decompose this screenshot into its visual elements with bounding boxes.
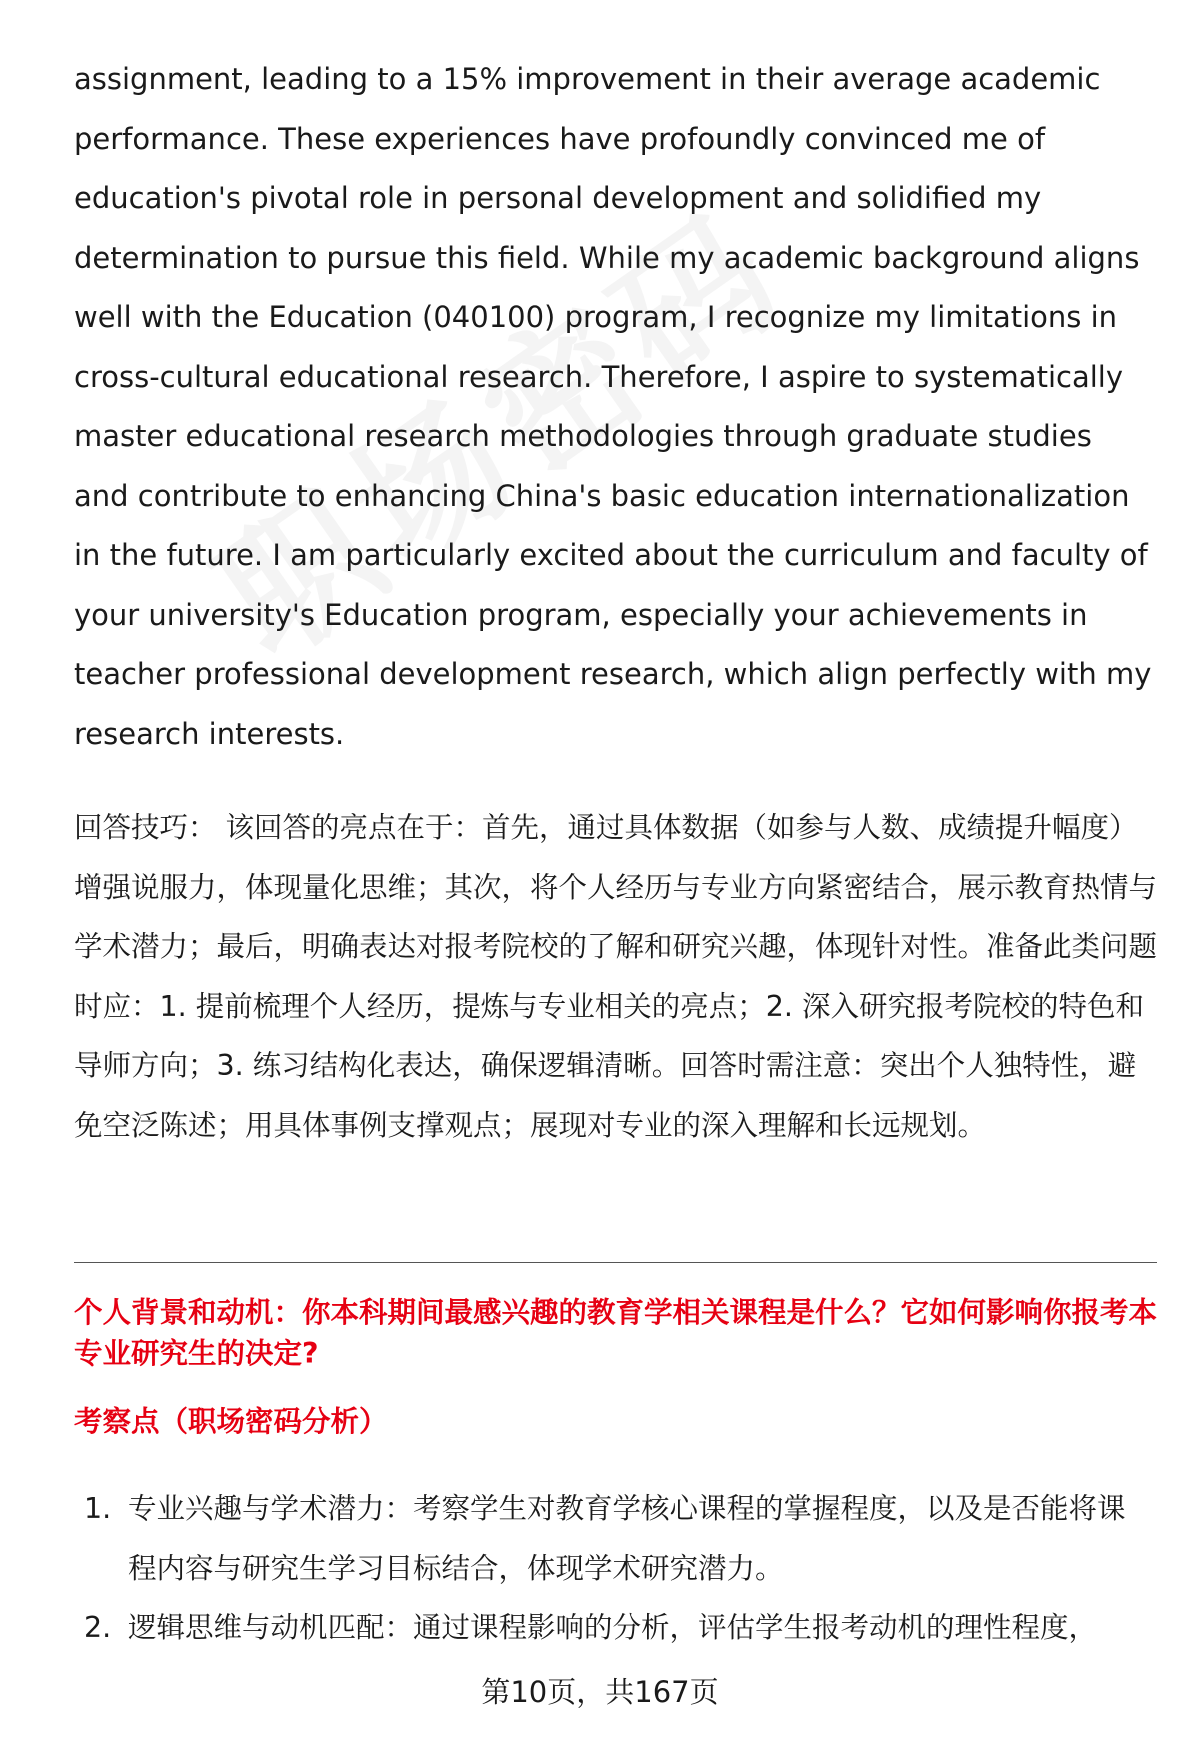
section-divider: [74, 1262, 1157, 1263]
list-item-number: 2.: [84, 1611, 112, 1644]
list-item: [0, 1598, 1200, 1658]
list-item-number: 1.: [84, 1492, 112, 1525]
question-heading: 个人背景和动机：你本科期间最感兴趣的教育学相关课程是什么？它如何影响你报考本专业研究生的决定?: [74, 1296, 1158, 1370]
section-heading: 考察点（职场密码分析）: [74, 1405, 388, 1438]
list-item-text: 逻辑思维与动机匹配：通过课程影响的分析，评估学生报考动机的理性程度，: [128, 1611, 1098, 1644]
page-footer: 第10页，共167页: [481, 1675, 719, 1709]
list-item: [0, 1479, 1200, 1598]
list-item-text: 专业兴趣与学术潜力：考察学生对教育学核心课程的掌握程度，以及是否能将课程内容与研究生学习目标结合，体现学术研究潜力。: [128, 1492, 1126, 1585]
english-paragraph: assignment, leading to a 15% improvement in their average academic performance. These experiences have profoundly convinced me of education's pivotal role in personal development and solidified my determination to pursue this field. While my academic background aligns well with the Education (040100) program, I recognize my limitations in cross-cultural educational research. Therefore, I aspire to systematically master educational research methodologies through graduate studies and contribute to enhancing China's basic education internationalization in the future. I am particularly excited about the curriculum and faculty of your university's Education program, especially your achievements in teacher professional development research, which align perfectly with my research interests.: [74, 62, 1152, 751]
point-list: [0, 1479, 1200, 1658]
answer-tips-paragraph: 回答技巧： 该回答的亮点在于：首先，通过具体数据（如参与人数、成绩提升幅度）增强说服力，体现量化思维；其次，将个人经历与专业方向紧密结合，展示教育热情与学术潜力；最后，明确表达对报考院校的了解和研究兴趣，体现针对性。准备此类问题时应：1. 提前梳理个人经历，提炼与专业相关的亮点；2. 深入研究报考院校的特色和导师方向；3. 练习结构化表达，确保逻辑清晰。回答时需注意：突出个人独特性，避免空泛陈述；用具体事例支撑观点；展现对专业的深入理解和长远规划。: [74, 811, 1158, 1142]
